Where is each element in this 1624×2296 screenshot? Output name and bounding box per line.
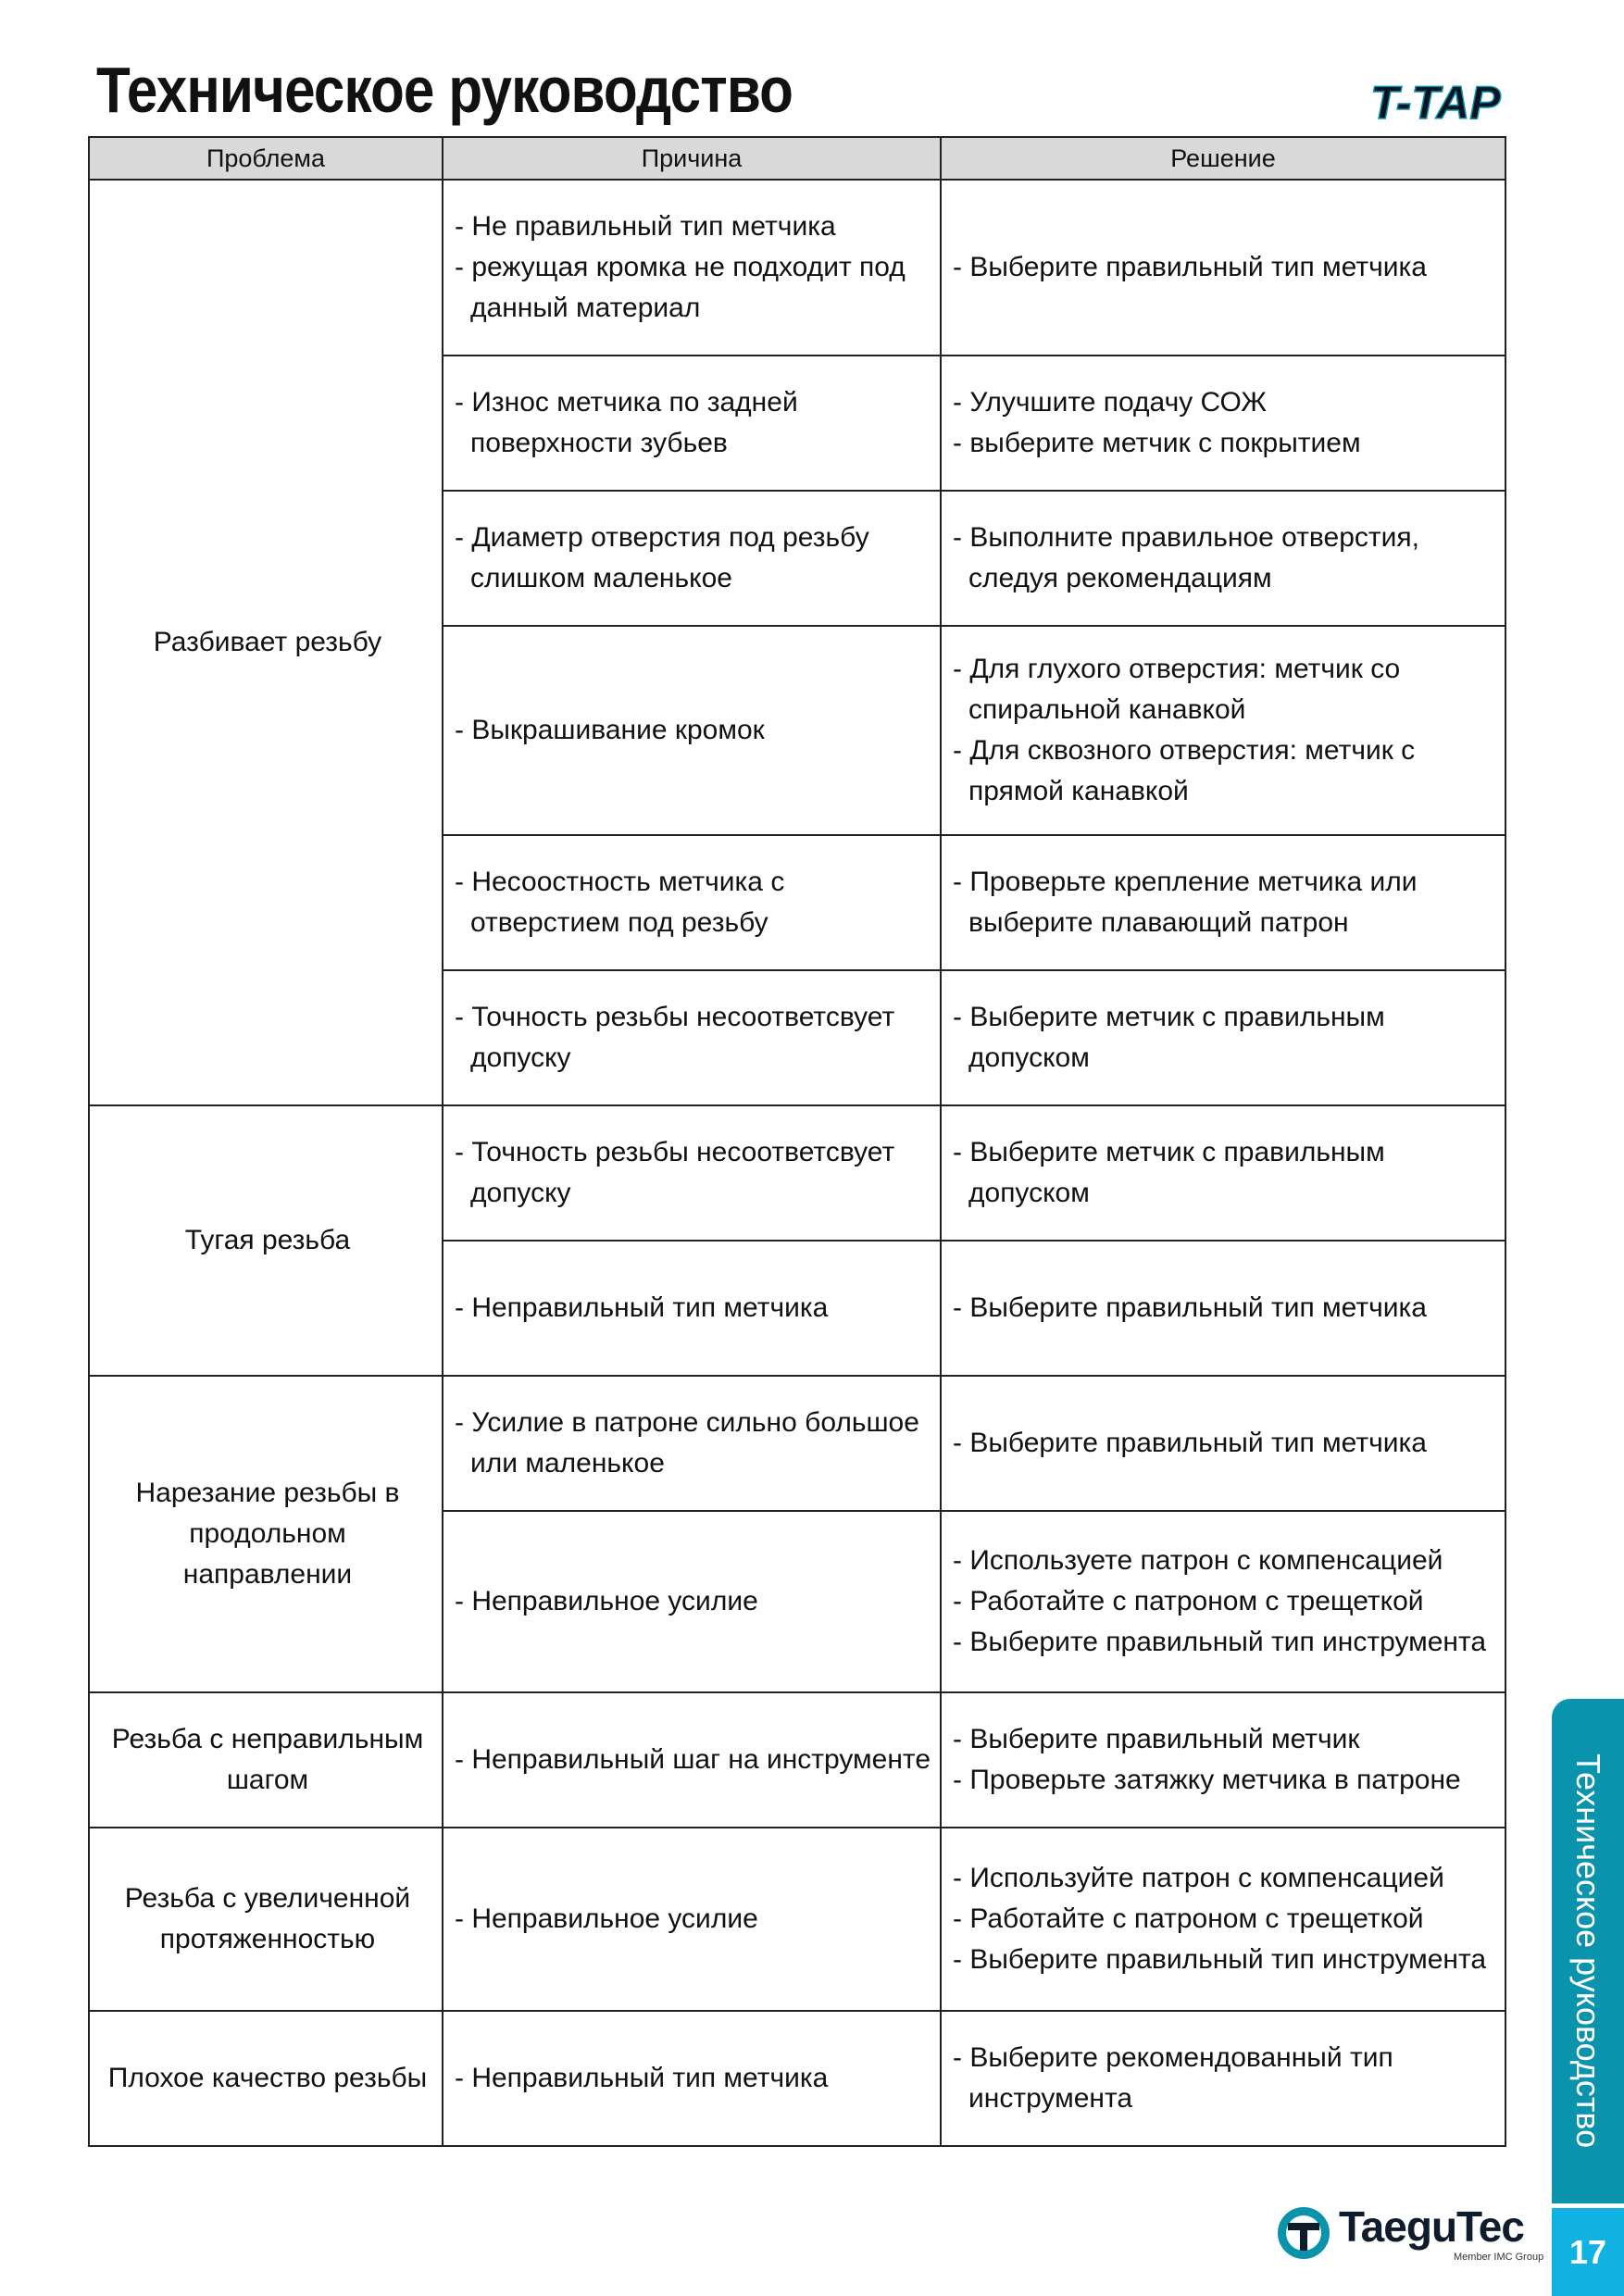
solution-item: - Проверьте крепление метчика или выберите плавающий патрон bbox=[953, 862, 1497, 943]
cause-list bbox=[455, 1403, 932, 1484]
cause-item: - Неправильный тип метчика bbox=[455, 2058, 932, 2099]
solution-list bbox=[953, 247, 1497, 288]
cause-list bbox=[455, 1581, 932, 1622]
table-row bbox=[89, 1828, 1505, 2011]
solution-cell bbox=[941, 626, 1505, 835]
header-cause: Причина bbox=[443, 137, 941, 180]
solution-cell bbox=[941, 1241, 1505, 1376]
cause-cell bbox=[443, 491, 941, 626]
cause-cell bbox=[443, 356, 941, 491]
cause-item: - Несоостность метчика с отверстием под резьбу bbox=[455, 862, 932, 943]
solution-list bbox=[953, 862, 1497, 943]
solution-item: - Для сквозного отверстия: метчик с прямой канавкой bbox=[953, 730, 1497, 812]
t-tap-logo bbox=[1368, 74, 1507, 128]
solution-item: - Выберите правильный тип инструмента bbox=[953, 1622, 1497, 1663]
cause-item: - Неправильное усилие bbox=[455, 1581, 932, 1622]
problem-cell: Плохое качество резьбы bbox=[89, 2011, 443, 2146]
solution-list bbox=[953, 997, 1497, 1079]
cause-item: - Не правильный тип метчика bbox=[455, 206, 932, 247]
problem-cell: Резьба с неправильным шагом bbox=[89, 1692, 443, 1828]
cause-cell bbox=[443, 835, 941, 970]
cause-item: - Точность резьбы несоответсвует допуску bbox=[455, 1132, 932, 1214]
cause-item: - Усилие в патроне сильно большое или маленькое bbox=[455, 1403, 932, 1484]
cause-cell bbox=[443, 970, 941, 1105]
problem-cell: Нарезание резьбы в продольном направлении bbox=[89, 1376, 443, 1692]
solution-cell bbox=[941, 1828, 1505, 2011]
solution-item: - Выберите правильный тип метчика bbox=[953, 1423, 1497, 1464]
cause-cell bbox=[443, 1105, 941, 1241]
solution-item: - Выберите метчик с правильным допуском bbox=[953, 1132, 1497, 1214]
taegutec-wordmark: TaeguTec bbox=[1339, 2202, 1524, 2251]
cause-list bbox=[455, 206, 932, 329]
cause-cell bbox=[443, 1828, 941, 2011]
cause-item: - Неправильный тип метчика bbox=[455, 1288, 932, 1329]
table-row bbox=[89, 2011, 1505, 2146]
cause-item: - Неправильное усилие bbox=[455, 1899, 932, 1940]
solution-item: - Выберите правильный тип метчика bbox=[953, 1288, 1497, 1329]
solution-list bbox=[953, 1132, 1497, 1214]
solution-list bbox=[953, 649, 1497, 812]
solution-cell bbox=[941, 491, 1505, 626]
cause-cell bbox=[443, 1692, 941, 1828]
solution-item: - Для глухого отверстия: метчик со спиральной канавкой bbox=[953, 649, 1497, 730]
page-title: Техническое руководство bbox=[96, 54, 793, 126]
cause-list bbox=[455, 1288, 932, 1329]
cause-cell bbox=[443, 1241, 941, 1376]
table-row bbox=[89, 1692, 1505, 1828]
solution-item: - Выберите метчик с правильным допуском bbox=[953, 997, 1497, 1079]
cause-list bbox=[455, 382, 932, 464]
table-header-row bbox=[89, 137, 1505, 180]
solution-list bbox=[953, 382, 1497, 464]
problem-cell: Разбивает резьбу bbox=[89, 180, 443, 1105]
cause-list bbox=[455, 997, 932, 1079]
side-tab-label: Техническое руководство bbox=[1569, 1753, 1607, 2149]
cause-item: - Неправильный шаг на инструменте bbox=[455, 1740, 932, 1780]
solution-item: - Выберите правильный тип инструмента bbox=[953, 1940, 1497, 1980]
solution-list bbox=[953, 1858, 1497, 1980]
solution-cell bbox=[941, 1376, 1505, 1511]
taegutec-tagline: Member IMC Group bbox=[1454, 2252, 1544, 2263]
solution-item: - Улучшите подачу СОЖ bbox=[953, 382, 1497, 423]
header-solution: Решение bbox=[941, 137, 1505, 180]
solution-item: - Используйте патрон с компенсацией bbox=[953, 1858, 1497, 1899]
solution-item: - Работайте с патроном с трещеткой bbox=[953, 1581, 1497, 1622]
solution-item: - Работайте с патроном с трещеткой bbox=[953, 1899, 1497, 1940]
cause-item: - Выкрашивание кромок bbox=[455, 710, 932, 751]
table-body bbox=[89, 180, 1505, 2146]
t-tap-logo-text: T-TAP bbox=[1370, 77, 1501, 128]
page-number: 17 bbox=[1552, 2208, 1624, 2296]
solution-cell bbox=[941, 180, 1505, 356]
cause-list bbox=[455, 2058, 932, 2099]
cause-list bbox=[455, 862, 932, 943]
solution-cell bbox=[941, 1511, 1505, 1692]
cause-list bbox=[455, 710, 932, 751]
cause-list bbox=[455, 1899, 932, 1940]
table-row bbox=[89, 180, 1505, 356]
solution-item: - Проверьте затяжку метчика в патроне bbox=[953, 1760, 1497, 1801]
solution-item: - Выберите правильный тип метчика bbox=[953, 247, 1497, 288]
table-row bbox=[89, 1376, 1505, 1511]
solution-list bbox=[953, 1719, 1497, 1801]
table-row bbox=[89, 1105, 1505, 1241]
solution-cell bbox=[941, 356, 1505, 491]
problem-cell: Тугая резьба bbox=[89, 1105, 443, 1376]
solution-list bbox=[953, 1288, 1497, 1329]
side-tab-label-wrap bbox=[1552, 1699, 1624, 2203]
cause-cell bbox=[443, 2011, 941, 2146]
problem-cell: Резьба с увеличенной протяженностью bbox=[89, 1828, 443, 2011]
cause-list bbox=[455, 1740, 932, 1780]
cause-item: - Точность резьбы несоответсвует допуску bbox=[455, 997, 932, 1079]
solution-list bbox=[953, 1423, 1497, 1464]
solution-item: - Выберите рекомендованный тип инструмента bbox=[953, 2038, 1497, 2119]
cause-cell bbox=[443, 180, 941, 356]
solution-cell bbox=[941, 1692, 1505, 1828]
header-problem: Проблема bbox=[89, 137, 443, 180]
solution-item: - Используете патрон с компенсацией bbox=[953, 1541, 1497, 1581]
cause-cell bbox=[443, 626, 941, 835]
troubleshooting-table bbox=[88, 136, 1506, 2147]
cause-list bbox=[455, 518, 932, 599]
solution-item: - Выберите правильный метчик bbox=[953, 1719, 1497, 1760]
solution-cell bbox=[941, 1105, 1505, 1241]
solution-item: - Выполните правильное отверстия, следуя рекомендациям bbox=[953, 518, 1497, 599]
solution-list bbox=[953, 518, 1497, 599]
solution-item: - выберите метчик с покрытием bbox=[953, 423, 1497, 464]
cause-item: - Износ метчика по задней поверхности зубьев bbox=[455, 382, 932, 464]
solution-cell bbox=[941, 2011, 1505, 2146]
taegutec-emblem-icon bbox=[1276, 2205, 1331, 2261]
cause-list bbox=[455, 1132, 932, 1214]
solution-cell bbox=[941, 970, 1505, 1105]
solution-cell bbox=[941, 835, 1505, 970]
cause-item: - Диаметр отверстия под резьбу слишком маленькое bbox=[455, 518, 932, 599]
solution-list bbox=[953, 2038, 1497, 2119]
cause-cell bbox=[443, 1376, 941, 1511]
cause-item: - режущая кромка не подходит под данный материал bbox=[455, 247, 932, 329]
cause-cell bbox=[443, 1511, 941, 1692]
solution-list bbox=[953, 1541, 1497, 1663]
